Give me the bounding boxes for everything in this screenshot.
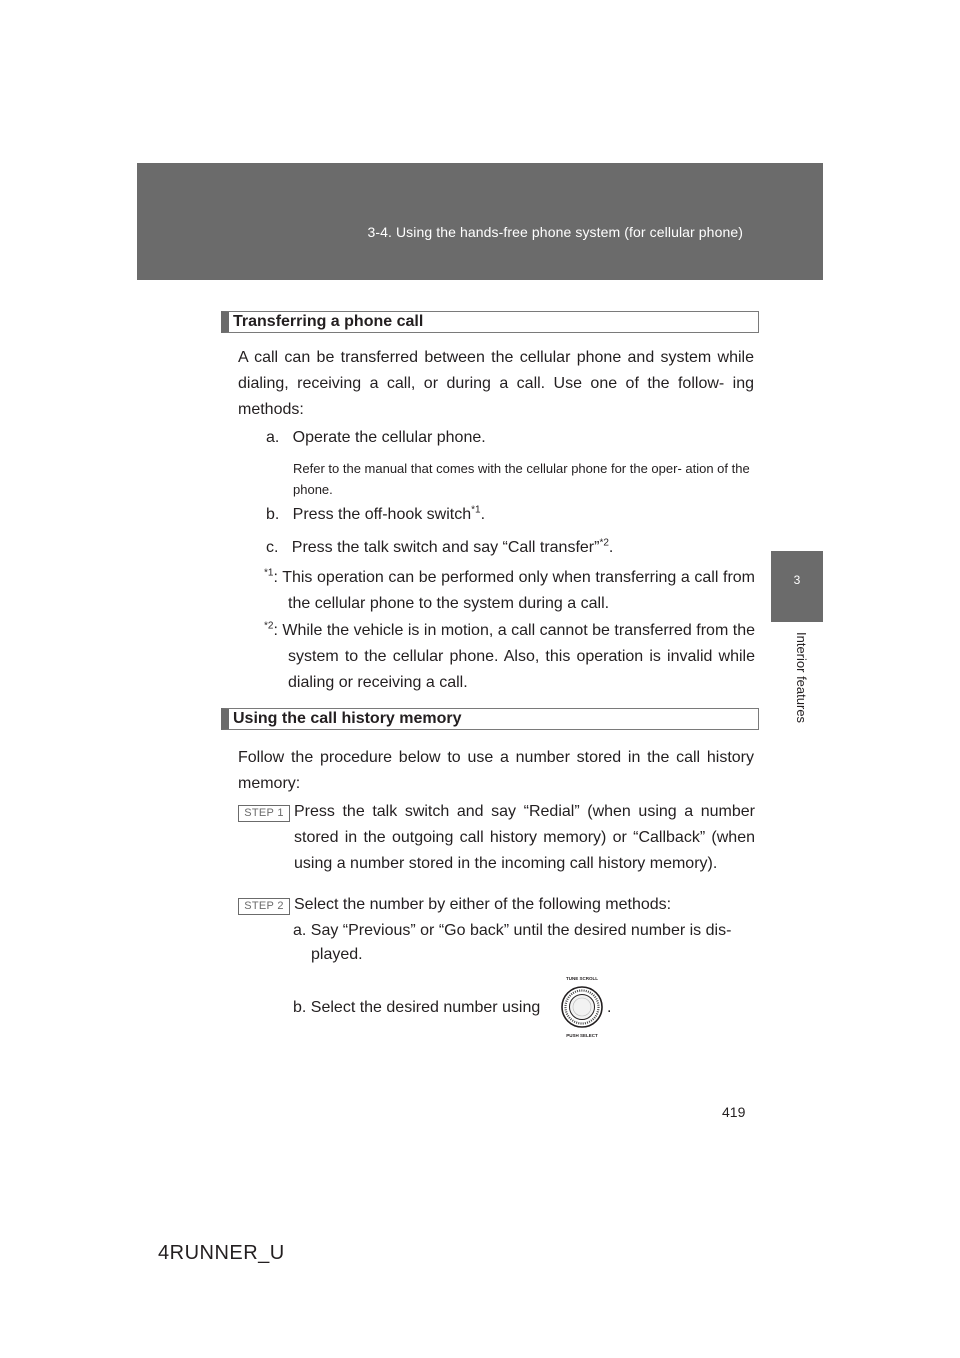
step-2-text: Select the number by either of the following methods: (294, 896, 672, 913)
footnote-1 (264, 565, 755, 617)
chapter-tab (771, 551, 823, 622)
footnote-2 (264, 618, 755, 696)
footnote-ref-1: *1 (471, 504, 481, 516)
tune-scroll-knob-icon (557, 973, 607, 1039)
call-history-intro: Follow the procedure below to use a number stored in the call history memory: (238, 749, 754, 792)
footer-model-code: 4RUNNER_U (158, 1242, 285, 1264)
method-a: a. Operate the cellular phone. (266, 429, 486, 446)
section-heading-transfer: Transferring a phone call (221, 311, 759, 333)
method-c-end: . (608, 539, 614, 556)
substep-a-line2: played. (311, 946, 363, 963)
knob-bottom-label: PUSH SELECT (566, 1033, 598, 1038)
footnote-2-text: : While the vehicle is in motion, a call cannot be transferred from the system to the cellular phone. Also, this operation is invalid while dialing or receiving a call. (273, 622, 755, 691)
step-2-badge: STEP 2 (238, 898, 290, 915)
footnote-1-text: : This operation can be performed only when transferring a call from the cellular phone to the system during a call. (273, 569, 755, 612)
section-header-title: 3-4. Using the hands-free phone system (for cellular phone) (367, 224, 743, 240)
chapter-number: 3 (793, 573, 801, 587)
footnote-1-mark: *1 (264, 567, 274, 579)
transfer-intro: A call can be transferred between the cellular phone and system while dialing, receiving a call, or during a call. Use one of the follow- ing methods: (238, 349, 754, 418)
header-band (137, 163, 823, 280)
footnote-2-mark: *2 (264, 620, 274, 632)
method-b-text: b. Press the off-hook switch (266, 506, 472, 523)
step-1-text: Press the talk switch and say “Redial” (when using a number stored in the outgoing call history memory) or “Callback” (when using a number stored in the incoming call history memory). (294, 803, 755, 872)
method-a-note: Refer to the manual that comes with the cellular phone for the oper- ation of the phone. (293, 461, 750, 497)
method-c-text: c. Press the talk switch and say “Call transfer” (266, 539, 600, 556)
substep-a-line1: a. Say “Previous” or “Go back” until the desired number is dis- (293, 922, 732, 939)
chapter-label: Interior features (794, 632, 809, 724)
method-c (266, 535, 613, 561)
substep-b-text: b. Select the desired number using (293, 999, 541, 1016)
method-b (266, 502, 485, 528)
footnote-ref-2: *2 (599, 537, 609, 549)
knob-top-label: TUNE SCROLL (566, 976, 598, 981)
step-1-badge: STEP 1 (238, 805, 290, 822)
section-heading-call-history: Using the call history memory (221, 708, 759, 730)
method-b-end: . (480, 506, 486, 523)
substep-b-end: . (607, 999, 612, 1016)
page-number: 419 (722, 1104, 746, 1120)
